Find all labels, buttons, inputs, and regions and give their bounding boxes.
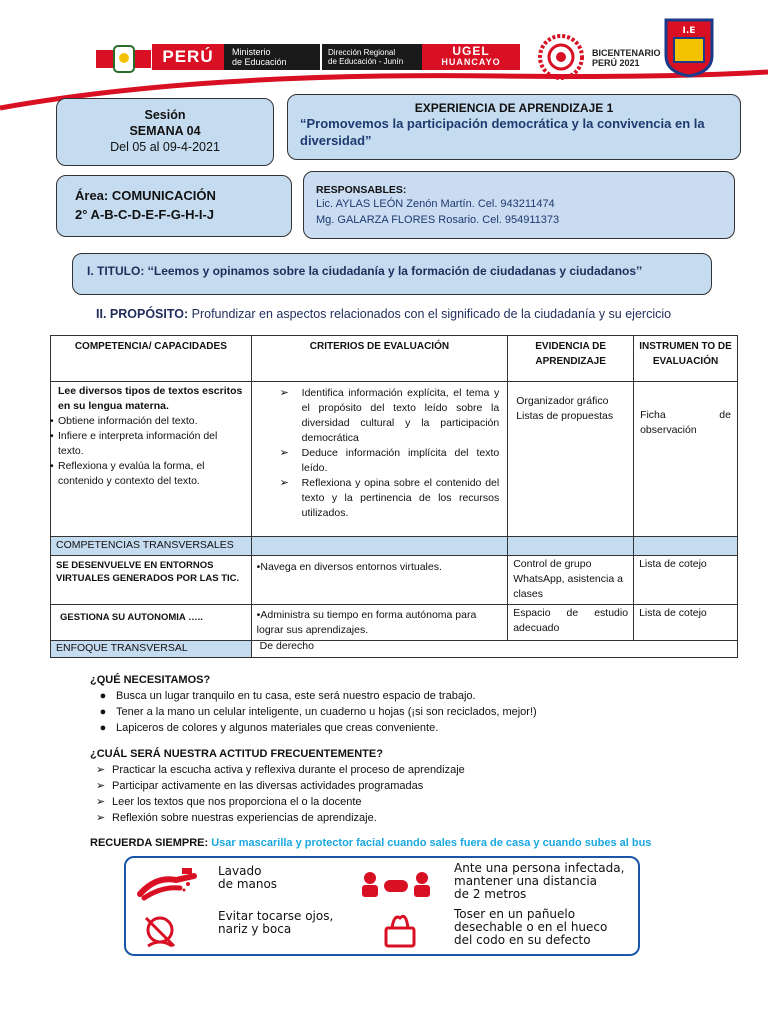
peru-crest-icon: [96, 42, 151, 74]
list-item: ➢ Participar activamente en las diversas actividades programadas: [90, 778, 465, 794]
arrow-bullet-icon: ➢: [96, 780, 106, 792]
experiencia-box: EXPERIENCIA DE APRENDIZAJE 1 “Promovemos la participación democrática y la convivencia en la diversidad”: [287, 94, 741, 160]
arrow-bullet-icon: ➢: [96, 764, 106, 776]
arrow-bullet-icon: ➢: [279, 477, 289, 489]
sesion-box: Sesión SEMANA 04 Del 05 al 09-4-2021: [56, 98, 274, 166]
competencias-table: [50, 335, 738, 658]
arrow-bullet-icon: ➢: [96, 812, 106, 824]
list-item: ● Tener a la mano un celular inteligente, un cuaderno u hojas (¡si son reciclados, mejor!): [99, 706, 537, 718]
list-item: ➢ Reflexión sobre nuestras experiencias de aprendizaje.: [90, 810, 465, 826]
list-item: ➢ Leer los textos que nos proporciona el o la docente: [90, 794, 465, 810]
recuerda-line: RECUERDA SIEMPRE: Usar mascarilla y protector facial cuando sales fuera de casa y cuando subes al bus: [90, 837, 652, 849]
table-header-row: [51, 336, 738, 382]
tic-evidencia: Control de grupo WhatsApp, asistencia a clases: [508, 556, 634, 605]
necesitamos-section: ¿QUÉ NECESITAMOS? ● Busca un lugar tranquilo en tu casa, este será nuestro espacio de trabajo. ● Tener a la mano un celular inteligente, un cuaderno u hojas (¡si son reciclados, mejor!) ● Lapiceros de colores y algunos materiales que creas conveniente.: [90, 674, 537, 734]
dre-brand: Dirección Regional de Educación - Junín: [322, 44, 422, 70]
tic-instrumento: Lista de cotejo: [634, 556, 738, 605]
arrow-bullet-icon: ➢: [279, 447, 289, 459]
table-row: [51, 556, 738, 605]
evidencia-cell: Organizador gráfico Listas de propuestas: [508, 382, 634, 537]
header-criterios: CRITERIOS DE EVALUACIÓN: [251, 336, 508, 382]
transversales-row: [51, 537, 738, 556]
toser-text: Toser en un pañuelo desechable o en el hueco del codo en su defecto: [454, 907, 608, 947]
autonomia-competencia: GESTIONA SU AUTONOMIA …..: [51, 605, 252, 641]
tic-competencia: SE DESENVUELVE EN ENTORNOS VIRTUALES GENERADOS POR LAS TIC.: [51, 556, 252, 605]
distancia-text: Ante una persona infectada, mantener una distancia de 2 metros: [454, 861, 625, 901]
list-item: ➢ Practicar la escucha activa y reflexiva durante el proceso de aprendizaje: [90, 762, 465, 778]
header-evidencia: EVIDENCIA DE APRENDIZAJE: [508, 336, 634, 382]
school-crest-label: I.E: [682, 26, 696, 36]
autonomia-evidencia: Espacio de estudio adecuado: [508, 605, 634, 641]
peru-brand: PERÚ: [152, 44, 224, 70]
bicentenario-text: BICENTENARIO PERÚ 2021: [592, 48, 661, 68]
responsables-box: RESPONSABLES: Lic. AYLAS LEÓN Zenón Martín. Cel. 943211474 Mg. GALARZA FLORES Rosario. Cel. 954911373: [303, 171, 735, 239]
criterios-cell: ➢ Identifica información explícita, el tema y el propósito del texto leído sobre la diversidad cultural y la participación democrática ➢ Deduce información implícita del texto leído. ➢ Reflexiona y opina sobre el contenido del texto y la pertinencia de los recursos utilizados.: [251, 382, 508, 537]
face-touch-icon: [140, 912, 180, 952]
bicentenario-seal-icon: [538, 34, 584, 80]
covid-prevention-box: [124, 856, 640, 956]
school-crest-icon: [664, 18, 714, 78]
actitud-section: ¿CUÁL SERÁ NUESTRA ACTITUD FRECUENTEMENTE? ➢ Practicar la escucha activa y reflexiva durante el proceso de aprendizaje ➢ Participar activamente en las diversas actividades programadas ➢ Leer los textos que nos proporciona el o la docente ➢ Reflexión sobre nuestras experiencias de aprendizaje.: [90, 748, 465, 824]
instrumento-cell: Ficha de observación: [634, 382, 738, 537]
ugel-brand: UGEL HUANCAYO: [422, 44, 520, 70]
tic-criterio: •Navega en diversos entornos virtuales.: [251, 556, 508, 605]
list-item: ● Busca un lugar tranquilo en tu casa, este será nuestro espacio de trabajo.: [99, 690, 476, 702]
arrow-bullet-icon: ➢: [96, 796, 106, 808]
table-row: [51, 382, 738, 537]
minedu-brand: Ministerio de Educación: [224, 44, 320, 70]
autonomia-instrumento: Lista de cotejo: [634, 605, 738, 641]
area-box: Área: COMUNICACIÓN 2° A-B-C-D-E-F-G-H-I-J: [56, 175, 292, 237]
titulo-box: I. TITULO: ‘‘Leemos y opinamos sobre la ciudadanía y la formación de ciudadanas y ciudadanos’’: [72, 253, 712, 295]
lavado-text: Lavado de manos: [218, 864, 278, 891]
proposito: II. PROPÓSITO: Profundizar en aspectos relacionados con el significado de la ciudadanía y su ejercicio: [96, 307, 672, 321]
header-competencia: COMPETENCIA/ CAPACIDADES: [51, 336, 252, 382]
transversales-label: COMPETENCIAS TRANSVERSALES: [51, 537, 252, 556]
table-row: [51, 605, 738, 641]
enfoque-row: [51, 641, 738, 658]
competencia-cell: Lee diversos tipos de textos escritos en su lengua materna. • Obtiene información del texto. • Infiere e interpreta información del texto. • Reflexiona y evalúa la forma, el contenido y contexto del texto.: [51, 382, 252, 537]
enfoque-label: ENFOQUE TRANSVERSAL: [51, 641, 252, 658]
enfoque-value: De derecho: [251, 641, 737, 658]
evitar-text: Evitar tocarse ojos, nariz y boca: [218, 909, 334, 936]
handwash-icon: [136, 866, 202, 902]
arrow-bullet-icon: ➢: [279, 387, 289, 399]
social-distance-icon: [360, 870, 432, 898]
list-item: ● Lapiceros de colores y algunos materiales que creas conveniente.: [99, 722, 439, 734]
header-instrumento: INSTRUMEN TO DE EVALUACIÓN: [634, 336, 738, 382]
autonomia-criterio: •Administra su tiempo en forma autónoma para lograr sus aprendizajes.: [251, 605, 508, 641]
tissue-icon: [382, 910, 418, 948]
header: [0, 0, 768, 90]
